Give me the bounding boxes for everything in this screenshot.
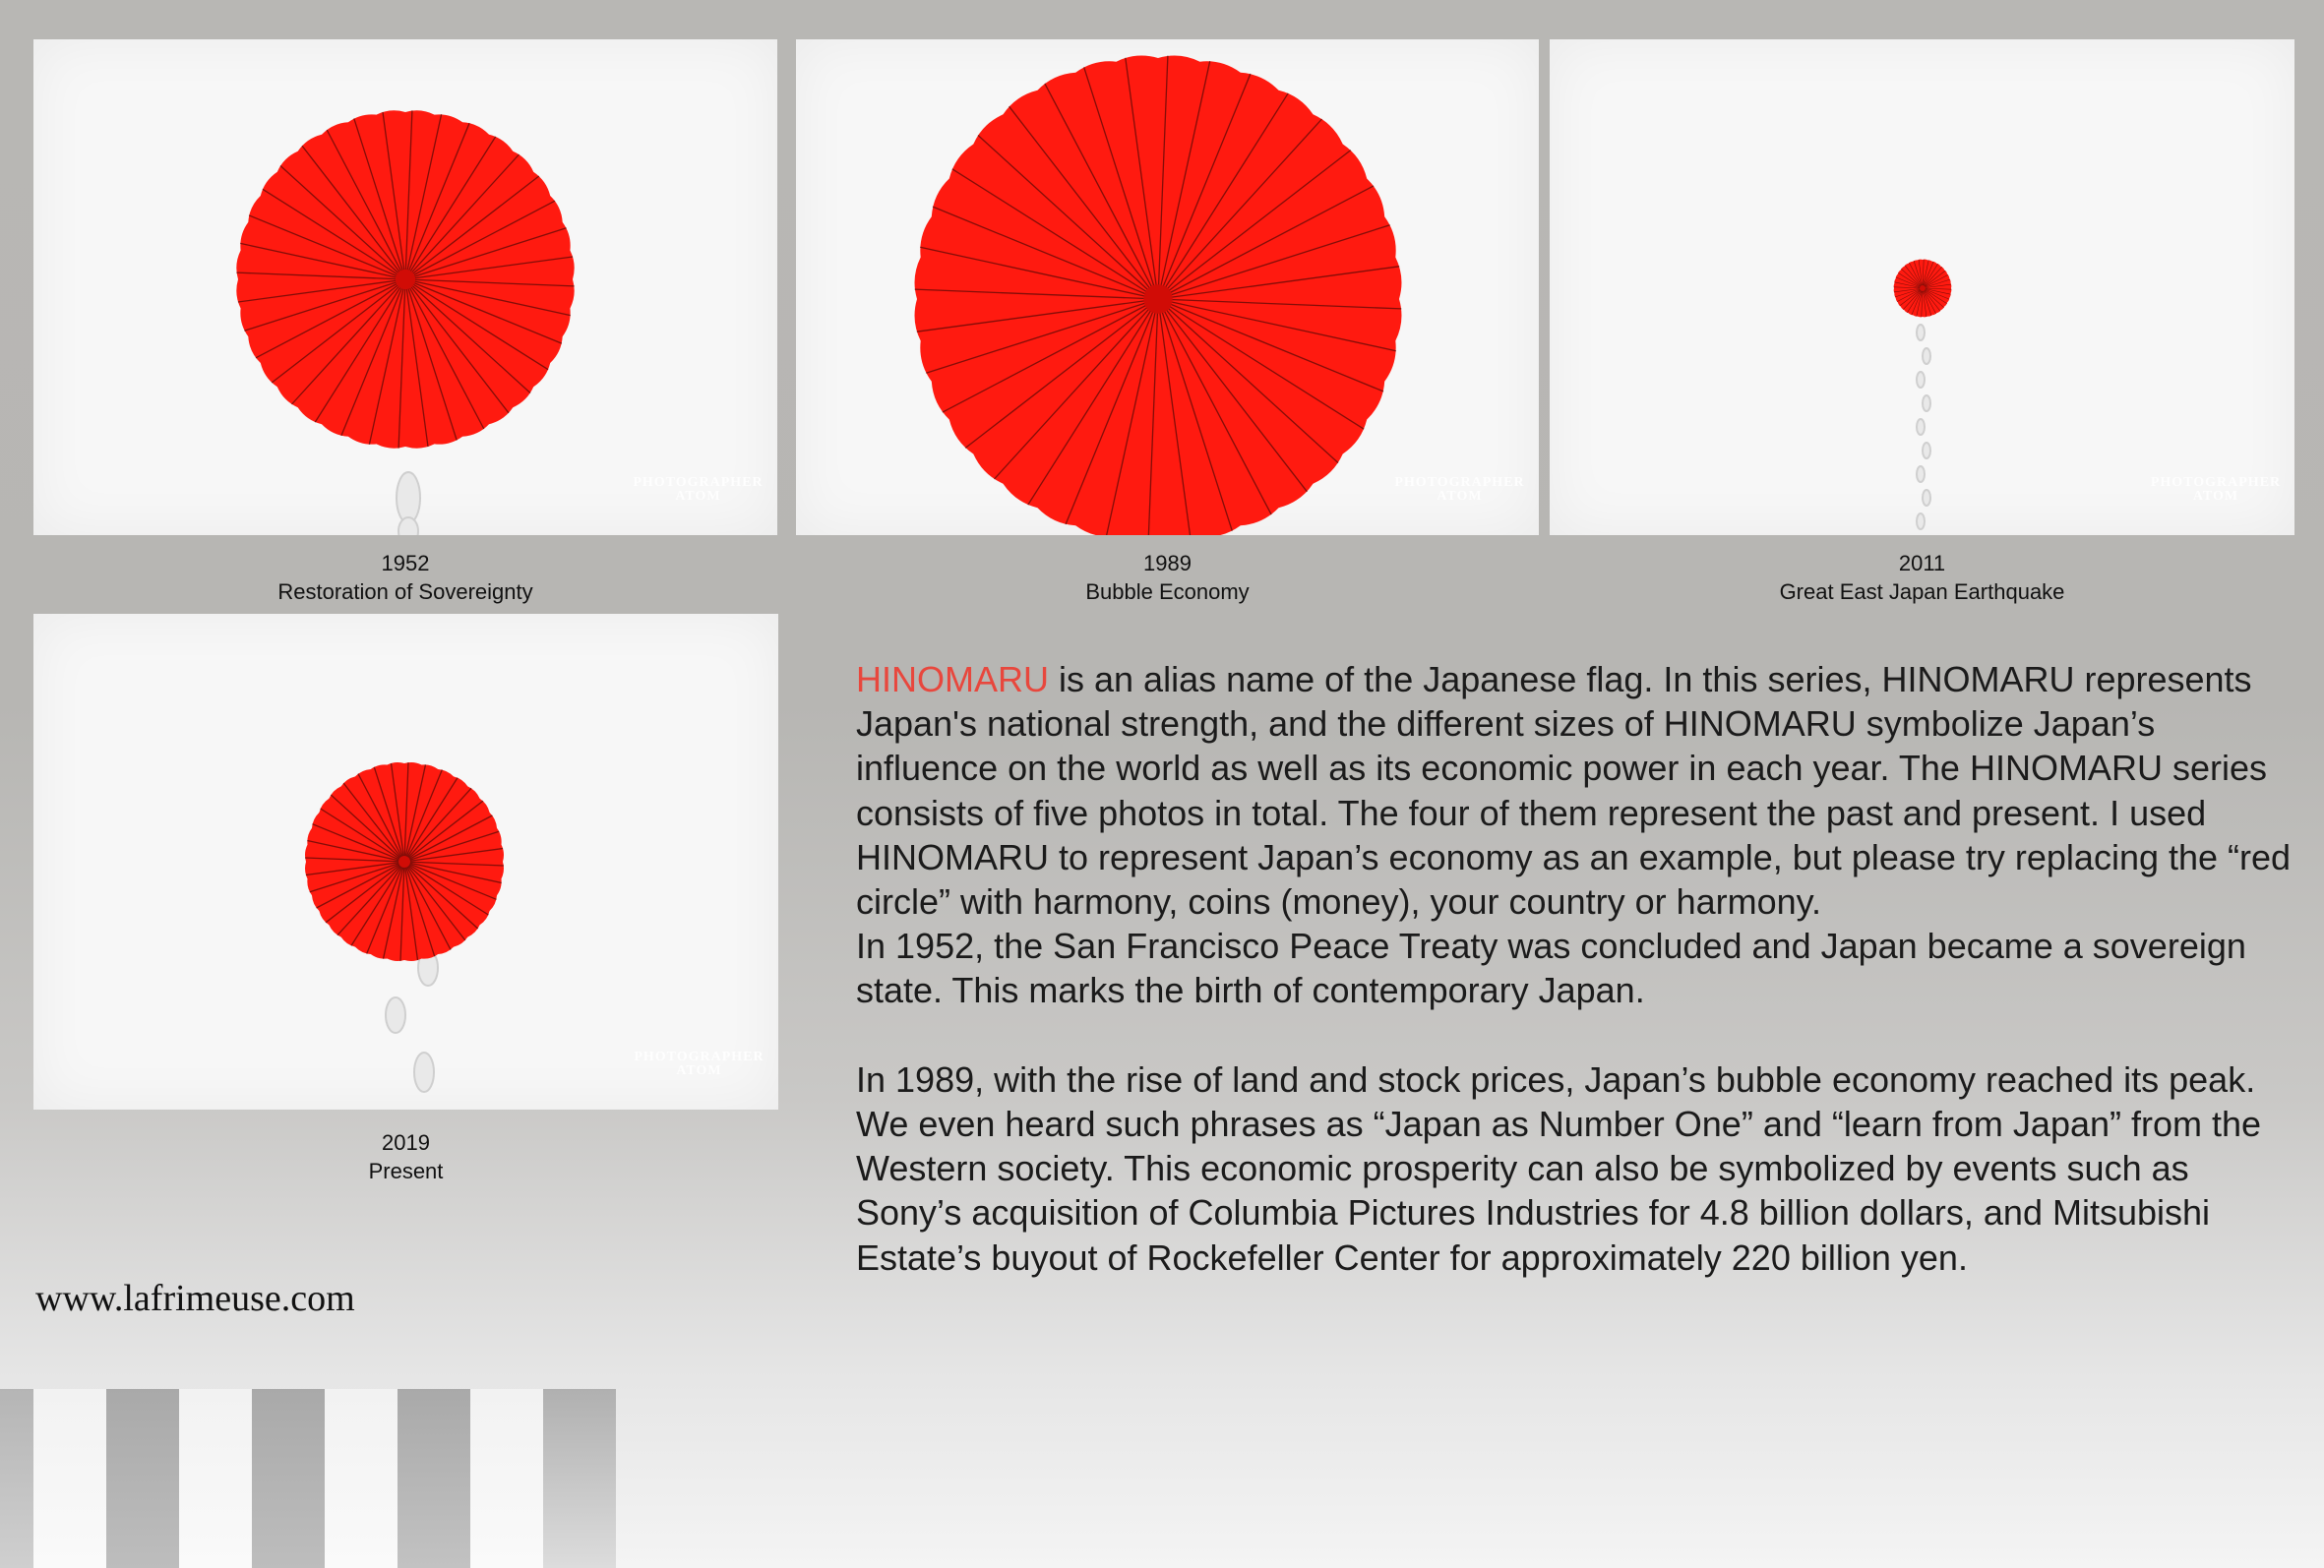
photo-2011: [1550, 39, 2294, 535]
caption-year: 1989: [1143, 551, 1192, 575]
caption-year: 2011: [1898, 551, 1946, 575]
website-link[interactable]: www.lafrimeuse.com: [35, 1278, 355, 1319]
decorative-stripe: [252, 1389, 325, 1568]
caption-title: Great East Japan Earthquake: [1779, 579, 2065, 604]
caption-1952: [33, 549, 777, 606]
watermark: PHOTOGRAPHER ATOM: [1394, 475, 1525, 504]
umbrella-2019-image: [33, 614, 778, 1110]
photo-1952: [33, 39, 777, 535]
decorative-stripe: [0, 1389, 33, 1568]
description-text: [856, 657, 2302, 1280]
caption-1989: [796, 549, 1539, 606]
decorative-stripe: [543, 1389, 616, 1568]
watermark: PHOTOGRAPHER ATOM: [2150, 475, 2282, 504]
decorative-stripe: [106, 1389, 179, 1568]
caption-title: Restoration of Sovereignty: [277, 579, 533, 604]
decorative-stripe: [470, 1389, 543, 1568]
photo-1989: [796, 39, 1539, 535]
decorative-stripe: [325, 1389, 398, 1568]
decorative-stripe: [179, 1389, 252, 1568]
watermark: PHOTOGRAPHER ATOM: [634, 1050, 764, 1078]
photo-2019: [33, 614, 778, 1110]
hinomaru-highlight: HINOMARU: [856, 659, 1049, 699]
decorative-stripe: [398, 1389, 470, 1568]
caption-year: 2019: [382, 1130, 430, 1155]
description-body: is an alias name of the Japanese flag. In this series, HINOMARU represents Japan's national strength, and the different sizes of HINOMARU symbolize Japan’s influence on the world as well as its economic power in each year. The HINOMARU series consists of five photos in total. The four of them represent the past and present. I used HINOMARU to represent Japan’s economy as an example, but please try replacing the “red circle” with harmony, coins (money), your country or harmony. In 1952, the San Francisco Peace Treaty was concluded and Japan became a sovereign state. This marks the birth of contemporary Japan. In 1989, with the rise of land and stock prices, Japan’s bubble economy reached its peak. We even heard such phrases as “Japan as Number One” and “learn from Japan” from the Western society. This economic prosperity can also be symbolized by events such as Sony’s acquisition of Columbia Pictures Industries for 4.8 billion dollars, and Mitsubishi Estate’s buyout of Rockefeller Center for approximately 220 billion yen.: [856, 659, 2292, 1278]
umbrella-2011-image: [1550, 39, 2294, 535]
caption-year: 1952: [381, 551, 430, 575]
decorative-stripe: [33, 1389, 106, 1568]
watermark: PHOTOGRAPHER ATOM: [633, 475, 764, 504]
caption-title: Bubble Economy: [1085, 579, 1250, 604]
caption-2011: [1550, 549, 2294, 606]
umbrella-1989-image: [796, 39, 1539, 535]
caption-2019: [33, 1128, 778, 1185]
umbrella-1952-image: [33, 39, 777, 535]
caption-title: Present: [368, 1159, 444, 1183]
